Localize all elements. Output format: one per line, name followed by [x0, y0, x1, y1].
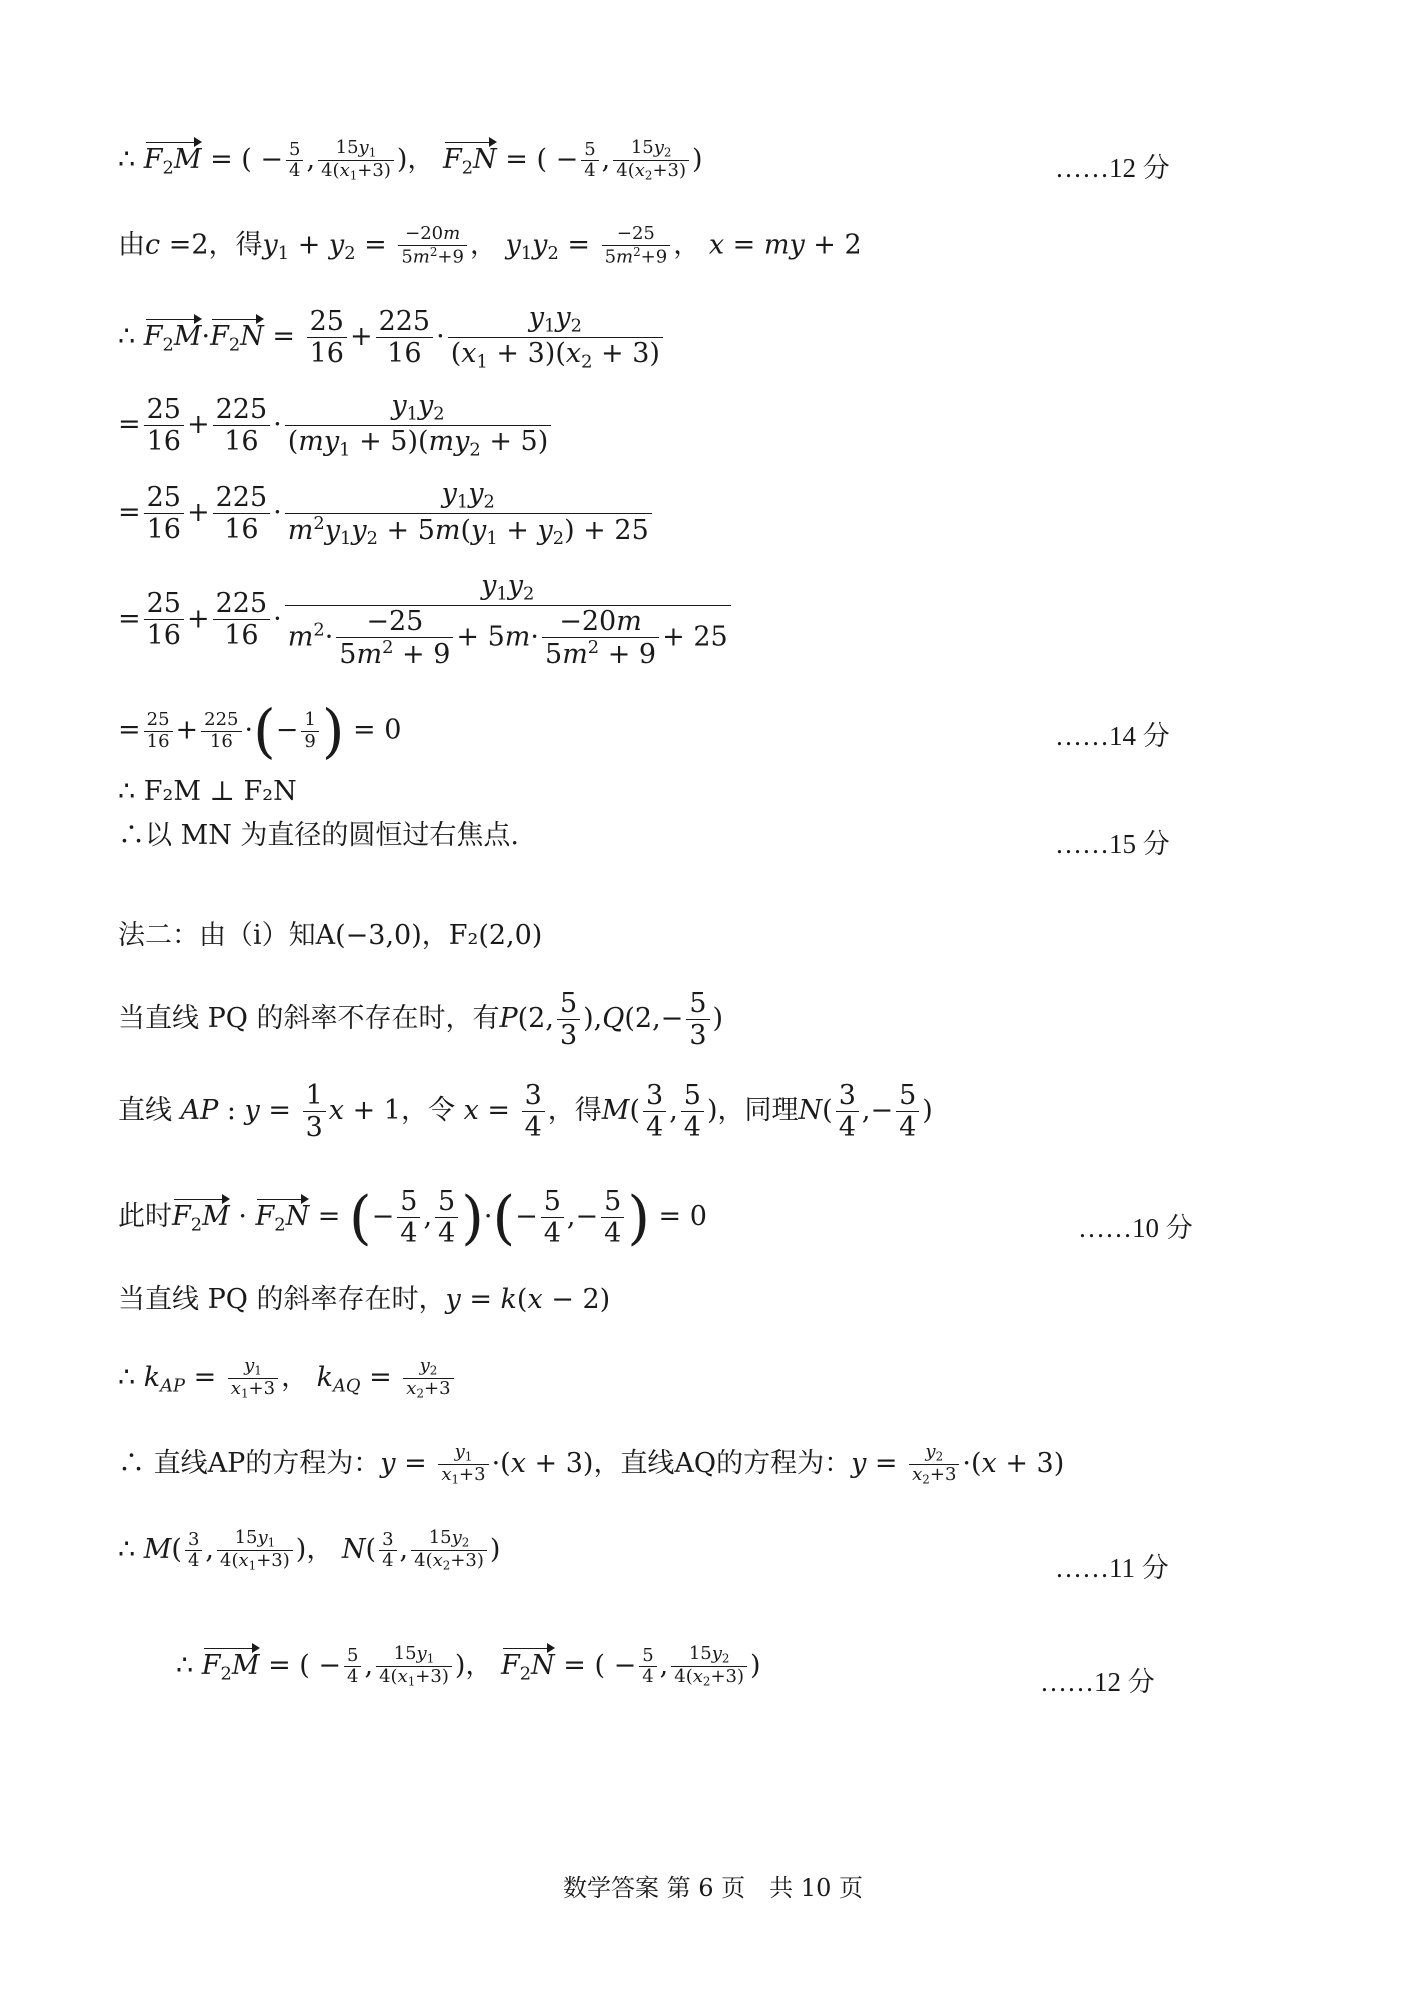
line-dot-product-4: = $\frac{25}{16}$ + $\frac{225}{16}$ · $y_1y_2$ $m^2\cdot$ $\frac{-25}{5m^2 + 9}$ + 5m· $\frac{-20m}{5m^2 + 9}$ + 25: [118, 570, 734, 670]
ap-aq-text-1: ∴ 直线AP的方程为：: [118, 1448, 381, 1480]
line-slope-exist: 当直线 PQ 的斜率存在时，y = k(x − 2): [118, 1284, 611, 1315]
line-dot-product-3: = $\frac{25}{16}$ + $\frac{225}{16}$ · $\frac{y_1y_2}{m^2y_1y_2 + 5m(y_1 + y_2) + 25}$: [118, 478, 655, 549]
slope-exist-text: 当直线 PQ 的斜率存在时，: [118, 1284, 446, 1315]
line-vector-f2m-f2n: ∴ $F_2M$ = ( − $\frac{5}{4}$ , $\frac{15y_1}{4(x_1+3)}$ )， $F_2N$ = ( − $\frac{5}{4}$ , $\frac{15y_2}{4(x_2+3)}$ ): [118, 137, 703, 183]
score-15: ……15 分: [1055, 829, 1170, 859]
line-m-n-points: ∴ M( $\frac{3}{4}$ , $\frac{15y_1}{4(x_1+3)}$ )， N( $\frac{3}{4}$ , $\frac{15y_2}{4(x_2+3)}$ ): [118, 1527, 501, 1573]
page-footer: 数学答案 第 6 页 共 10 页: [563, 1874, 863, 1902]
ap-text-3: ，同理: [717, 1095, 799, 1127]
line-dot-zero: 此时$F_2M \cdot F_2N$ = (− $\frac{5}{4}$ , $\frac{5}{4}$ )·(− $\frac{5}{4}$ ,− $\frac{5}{4}$ ) = 0: [118, 1183, 707, 1252]
dot-zero-text: 此时: [118, 1201, 172, 1233]
line-dot-product-result: = $\frac{25}{16}$ + $\frac{225}{16}$ ·(− $\frac{1}{9}$ ) = 0: [118, 697, 402, 765]
ap-text-2: ，得: [547, 1095, 602, 1127]
score-10: ……10 分: [1078, 1213, 1193, 1243]
score-11: ……11 分: [1055, 1553, 1169, 1583]
line-perpendicular: ∴ F₂M ⊥ F₂N: [118, 776, 297, 807]
line-method-two: 法二：由（i）知A(−3,0)，F₂(2,0): [118, 920, 543, 951]
line-dot-product-2: = $\frac{25}{16}$ + $\frac{225}{16}$ · $\frac{y_1y_2}{(my_1 + 5)(my_2 + 5)}$: [118, 390, 554, 461]
line-slope-not-exist: 当直线 PQ 的斜率不存在时，有P(2, $\frac{5}{3}$ ),Q(2,− $\frac{5}{3}$ ): [118, 988, 724, 1052]
ap-text-1: ，令: [400, 1095, 455, 1127]
line-ap-equation: 直线 AP : y = $\frac{1}{3}$ x + 1，令 x = $\frac{3}{4}$ ，得M( $\frac{3}{4}$ , $\frac{5}{4}$ )，同理N( $\frac{3}{4}$ ,− $\frac{5}{4}$ ): [118, 1080, 933, 1144]
line-vector-f2m-f2n-2: ∴ $F_2M$ = ( − $\frac{5}{4}$ , $\frac{15y_1}{4(x_1+3)}$ )， $F_2N$ = ( − $\frac{5}{4}$ , $\frac{15y_2}{4(x_2+3)}$ ): [176, 1643, 761, 1689]
line-dot-product-1: ∴ $F_2M\cdot F_2N$ = $\frac{25}{16}$ + $\frac{225}{16}$ · $\frac{y_1y_2}{(x_1 + 3)(x_2 + 3)}$: [118, 302, 666, 373]
line-ap-aq-equations: ∴ 直线AP的方程为：y = $\frac{y_1}{x_1+3}$ ·(x + 3)，直线AQ的方程为：y = $\frac{y_2}{x_2+3}$ ·(x + 3): [118, 1441, 1065, 1487]
line-conclusion: ∴以 MN 为直径的圆恒过右焦点.: [118, 820, 520, 851]
score-12-a: ……12 分: [1055, 153, 1170, 183]
score-14: ……14 分: [1055, 721, 1170, 751]
ap-aq-text-2: ，直线AQ的方程为：: [593, 1448, 852, 1480]
line-k-ap-aq: ∴ $k_{AP}$ = $\frac{y_1}{x_1+3}$ ， $k_{AQ}$ = $\frac{y_2}{x_2+3}$: [118, 1356, 457, 1401]
slope-not-exist-text: 当直线 PQ 的斜率不存在时，有: [118, 1003, 500, 1035]
score-12-b: ……12 分: [1040, 1667, 1155, 1697]
line-vieta: 由c =2，得$y_1 + y_2$ = $\frac{-20m}{5m^2+9}$ ， $y_1y_2$ = $\frac{-25}{5m^2+9}$ ， x = my + 2: [118, 223, 862, 268]
